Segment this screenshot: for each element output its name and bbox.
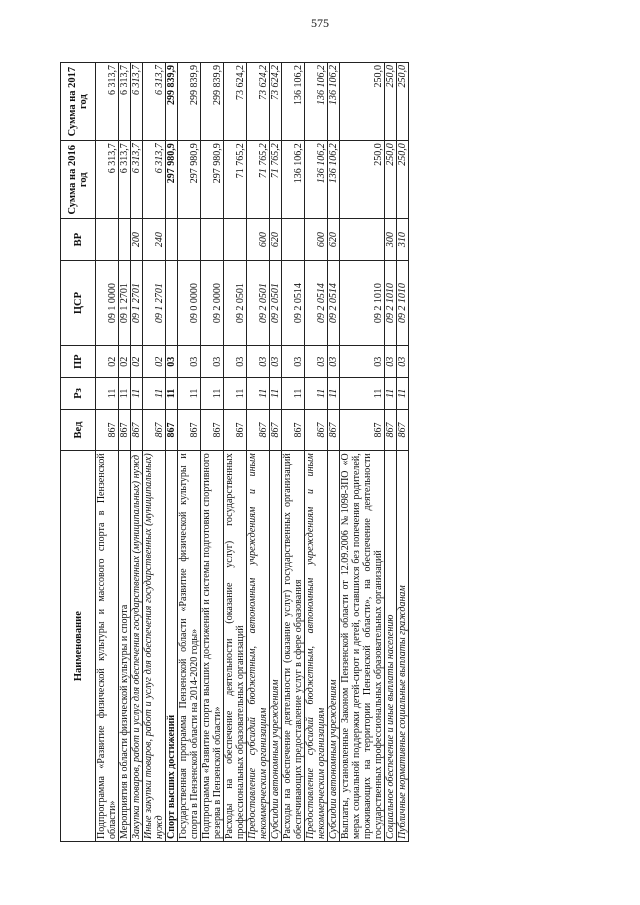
cell-pr: 03: [166, 346, 178, 378]
table-row: [224, 63, 247, 842]
cell-csr: 09 2 1010: [397, 260, 409, 345]
cell-vr: [340, 219, 385, 261]
cell-csr: 09 2 0501: [270, 260, 282, 345]
budget-table: [60, 62, 409, 842]
header-sum-2016: Сумма на 2016 год: [61, 141, 96, 219]
cell-sum-2016: 6 313,7: [119, 141, 131, 219]
cell-pr: 02: [119, 346, 131, 378]
cell-sum-2016: 136 106,2: [328, 141, 340, 219]
cell-ved: 867: [224, 409, 247, 451]
cell-sum-2016: 297 980,9: [201, 141, 224, 219]
cell-sum-2016: 71 765,2: [270, 141, 282, 219]
cell-ved: 867: [119, 409, 131, 451]
cell-vr: [201, 219, 224, 261]
cell-pr: 02: [131, 346, 143, 378]
cell-name: Субсидии автономным учреждениям: [270, 451, 282, 842]
cell-rz: 11: [397, 378, 409, 410]
cell-ved: 867: [328, 409, 340, 451]
cell-vr: 240: [143, 219, 166, 261]
cell-name: Подпрограмма «Развитие спорта высших достижений и системы подготовки спортивного резерва в Пензенской области»: [201, 451, 224, 842]
cell-sum-2017: 250,0: [397, 63, 409, 141]
cell-rz: 11: [178, 378, 201, 410]
cell-sum-2016: 136 106,2: [305, 141, 328, 219]
cell-csr: 09 1 0000: [96, 260, 119, 345]
cell-csr: 09 2 1010: [340, 260, 385, 345]
table-body: [96, 63, 409, 842]
cell-name: Государственная программа Пензенской области «Развитие физической культуры и спорта в Пензенской области на 2014-2020 годы»: [178, 451, 201, 842]
cell-sum-2017: 250,0: [340, 63, 385, 141]
cell-pr: 03: [224, 346, 247, 378]
cell-ved: 867: [166, 409, 178, 451]
cell-sum-2017: 73 624,2: [270, 63, 282, 141]
cell-csr: 09 2 0501: [247, 260, 270, 345]
cell-rz: 11: [282, 378, 305, 410]
header-name: Наименование: [61, 451, 96, 842]
table-row: [247, 63, 270, 842]
cell-csr: 09 1 2701: [131, 260, 143, 345]
cell-csr: [166, 260, 178, 345]
cell-sum-2017: 136 106,2: [305, 63, 328, 141]
cell-sum-2017: 6 313,7: [119, 63, 131, 141]
header-csr: ЦСР: [61, 260, 96, 345]
cell-sum-2016: 250,0: [340, 141, 385, 219]
cell-sum-2017: 6 313,7: [143, 63, 166, 141]
cell-vr: 620: [328, 219, 340, 261]
cell-name: Выплаты, установленные Законом Пензенской области от 12.09.2006 №1098-ЗПО «О мерах социальной поддержки детей-сирот и детей, оставшихся без попечения родителей, проживающих на территории Пензенской области», на обеспечение деятельности государственных профессиональных образовательных организаций: [340, 451, 385, 842]
header-sum-2017: Сумма на 2017 год: [61, 63, 96, 141]
cell-ved: 867: [143, 409, 166, 451]
cell-csr: 09 2 0514: [282, 260, 305, 345]
cell-name: Публичные нормативные социальные выплаты гражданам: [397, 451, 409, 842]
cell-pr: 03: [247, 346, 270, 378]
cell-csr: 09 2 0000: [201, 260, 224, 345]
budget-table-rotated: [60, 62, 590, 842]
cell-sum-2016: 6 313,7: [143, 141, 166, 219]
cell-csr: 09 2 0501: [224, 260, 247, 345]
table-row: [178, 63, 201, 842]
cell-vr: [178, 219, 201, 261]
cell-vr: [282, 219, 305, 261]
cell-sum-2017: 136 106,2: [328, 63, 340, 141]
cell-vr: 600: [305, 219, 328, 261]
cell-csr: 09 1 2701: [143, 260, 166, 345]
cell-sum-2016: 136 106,2: [282, 141, 305, 219]
cell-ved: 867: [131, 409, 143, 451]
table-row: [143, 63, 166, 842]
cell-pr: 02: [143, 346, 166, 378]
cell-pr: 03: [397, 346, 409, 378]
cell-sum-2017: 299 839,9: [201, 63, 224, 141]
cell-vr: 600: [247, 219, 270, 261]
cell-name: Спорт высших достижений: [166, 451, 178, 842]
cell-ved: 867: [201, 409, 224, 451]
cell-sum-2016: 250,0: [397, 141, 409, 219]
cell-pr: 02: [96, 346, 119, 378]
header-ved: Вед: [61, 409, 96, 451]
cell-sum-2017: 73 624,2: [247, 63, 270, 141]
cell-rz: 11: [224, 378, 247, 410]
cell-vr: 200: [131, 219, 143, 261]
header-vr: ВР: [61, 219, 96, 261]
cell-sum-2017: 299 839,9: [166, 63, 178, 141]
cell-name: Социальное обеспечение и иные выплаты населению: [385, 451, 397, 842]
cell-pr: 03: [201, 346, 224, 378]
cell-rz: 11: [143, 378, 166, 410]
cell-rz: 11: [247, 378, 270, 410]
cell-sum-2017: 136 106,2: [282, 63, 305, 141]
cell-vr: 300: [385, 219, 397, 261]
cell-rz: 11: [270, 378, 282, 410]
cell-vr: [96, 219, 119, 261]
cell-name: Расходы на обеспечение деятельности (оказание услуг) государственных профессиональных образовательных организаций: [224, 451, 247, 842]
cell-ved: 867: [270, 409, 282, 451]
table-row: [282, 63, 305, 842]
cell-ved: 867: [96, 409, 119, 451]
cell-vr: [224, 219, 247, 261]
cell-vr: [166, 219, 178, 261]
cell-name: Субсидии автономным учреждениям: [328, 451, 340, 842]
cell-sum-2016: 71 765,2: [224, 141, 247, 219]
cell-ved: 867: [397, 409, 409, 451]
cell-name: Предоставление субсидий бюджетным, автономным учреждениям и иным некоммерческим организациям: [305, 451, 328, 842]
cell-sum-2016: 71 765,2: [247, 141, 270, 219]
cell-pr: 03: [328, 346, 340, 378]
header-rz: Рз: [61, 378, 96, 410]
cell-sum-2016: 6 313,7: [131, 141, 143, 219]
table-row: [166, 63, 178, 842]
table-row: [328, 63, 340, 842]
cell-vr: 620: [270, 219, 282, 261]
cell-ved: 867: [385, 409, 397, 451]
cell-pr: 03: [340, 346, 385, 378]
cell-vr: [119, 219, 131, 261]
cell-sum-2017: 6 313,7: [131, 63, 143, 141]
table-row: [96, 63, 119, 842]
table-row: [305, 63, 328, 842]
table-row: [385, 63, 397, 842]
cell-name: Иные закупки товаров, работ и услуг для обеспечения государственных (муниципальных) нужд: [143, 451, 166, 842]
cell-ved: 867: [247, 409, 270, 451]
table-row: [270, 63, 282, 842]
cell-sum-2016: 297 980,9: [166, 141, 178, 219]
cell-rz: 11: [340, 378, 385, 410]
cell-pr: 03: [282, 346, 305, 378]
cell-csr: 09 2 0514: [328, 260, 340, 345]
table-row: [201, 63, 224, 842]
table-row: [131, 63, 143, 842]
cell-sum-2016: 6 313,7: [96, 141, 119, 219]
cell-sum-2017: 6 313,7: [96, 63, 119, 141]
table-header-row: [61, 63, 96, 842]
cell-sum-2016: 297 980,9: [178, 141, 201, 219]
cell-rz: 11: [131, 378, 143, 410]
cell-pr: 03: [385, 346, 397, 378]
cell-name: Расходы на обеспечение деятельности (оказание услуг) государственных организаций обеспечивающих предоставление услуг в сфере образования: [282, 451, 305, 842]
cell-rz: 11: [119, 378, 131, 410]
cell-rz: 11: [96, 378, 119, 410]
page-number: 575: [311, 16, 329, 30]
cell-sum-2017: 73 624,2: [224, 63, 247, 141]
cell-pr: 03: [270, 346, 282, 378]
cell-rz: 11: [385, 378, 397, 410]
cell-pr: 03: [305, 346, 328, 378]
cell-ved: 867: [178, 409, 201, 451]
header-pr: ПР: [61, 346, 96, 378]
cell-name: Предоставление субсидий бюджетным, автономным учреждениям и иным некоммерческим организациям: [247, 451, 270, 842]
cell-rz: 11: [328, 378, 340, 410]
cell-sum-2017: 250,0: [385, 63, 397, 141]
cell-csr: 09 1 2701: [119, 260, 131, 345]
cell-csr: 09 0 0000: [178, 260, 201, 345]
cell-pr: 03: [178, 346, 201, 378]
cell-rz: 11: [166, 378, 178, 410]
cell-ved: 867: [340, 409, 385, 451]
cell-rz: 11: [201, 378, 224, 410]
cell-csr: 09 2 0514: [305, 260, 328, 345]
cell-rz: 11: [305, 378, 328, 410]
cell-name: Закупка товаров, работ и услуг для обеспечения государственных (муниципальных) нужд: [131, 451, 143, 842]
cell-ved: 867: [282, 409, 305, 451]
table-row: [397, 63, 409, 842]
table-row: [119, 63, 131, 842]
cell-name: Подпрограмма «Развитие физической культуры и массового спорта в Пензенской области»: [96, 451, 119, 842]
cell-sum-2017: 299 839,9: [178, 63, 201, 141]
table-row: [340, 63, 385, 842]
cell-sum-2016: 250,0: [385, 141, 397, 219]
cell-vr: 310: [397, 219, 409, 261]
cell-name: Мероприятия в области физической культуры и спорта: [119, 451, 131, 842]
cell-csr: 09 2 1010: [385, 260, 397, 345]
cell-ved: 867: [305, 409, 328, 451]
